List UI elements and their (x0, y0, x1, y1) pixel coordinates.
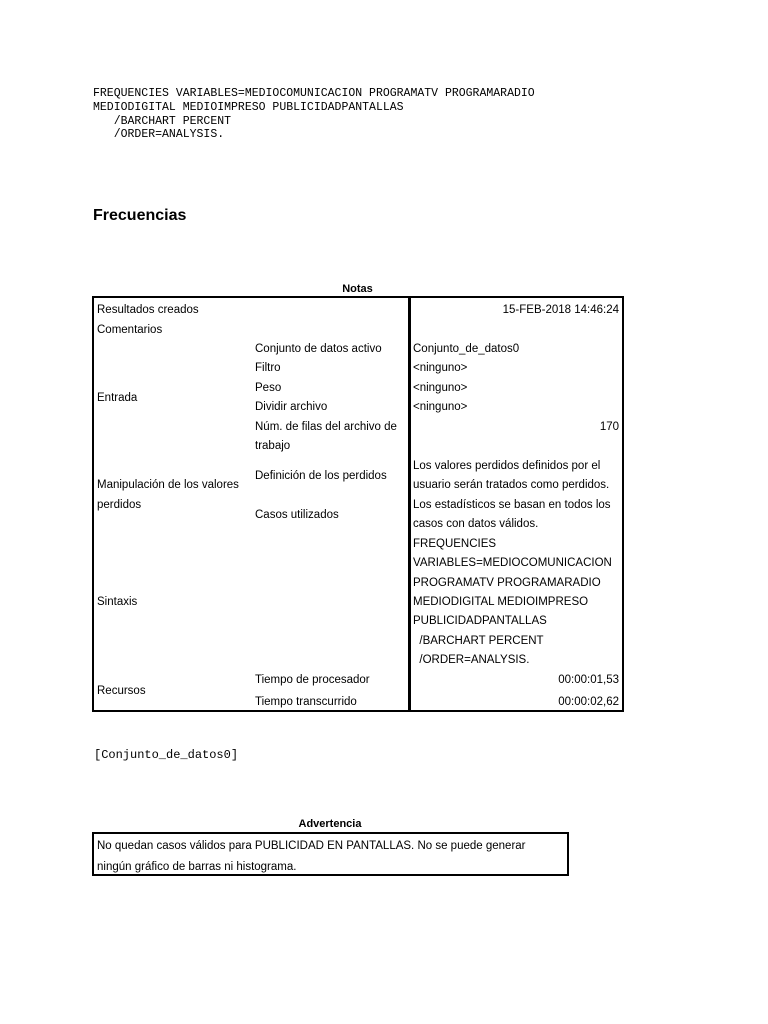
sintaxis-line: FREQUENCIES (413, 538, 497, 550)
advertencia-title: Advertencia (298, 818, 362, 830)
sub-value-peso: <ninguno> (413, 382, 468, 394)
sub-value-conjunto: Conjunto_de_datos0 (413, 343, 520, 355)
row-label-resultados: Resultados creados (97, 304, 199, 316)
row-label-manipulacion-cont: perdidos (97, 499, 142, 511)
sub-label-filtro: Filtro (255, 362, 281, 374)
syntax-block (93, 87, 535, 142)
sub-label-conjunto: Conjunto de datos activo (255, 343, 382, 355)
sintaxis-line: /BARCHART PERCENT (413, 635, 544, 647)
page-title: Frecuencias (93, 207, 187, 224)
sub-value-dividir: <ninguno> (413, 401, 468, 413)
row-label-comentarios: Comentarios (97, 324, 163, 336)
sintaxis-line: VARIABLES=MEDIOCOMUNICACION (413, 557, 612, 569)
sub-value-filtro: <ninguno> (413, 362, 468, 374)
sub-value-transcurrido: 00:00:02,62 (558, 696, 619, 708)
sub-value-procesador: 00:00:01,53 (558, 674, 619, 686)
sintaxis-line: PUBLICIDADPANTALLAS (413, 615, 547, 627)
sub-value-definicion: Los valores perdidos definidos por el (413, 460, 601, 472)
sintaxis-line: MEDIODIGITAL MEDIOIMPRESO (413, 596, 589, 608)
row-label-sintaxis: Sintaxis (97, 596, 138, 608)
row-value-resultados: 15-FEB-2018 14:46:24 (502, 304, 619, 316)
syntax-line: FREQUENCIES VARIABLES=MEDIOCOMUNICACION PROGRAMATV PROGRAMARADIO (93, 87, 535, 100)
syntax-line: MEDIODIGITAL MEDIOIMPRESO PUBLICIDADPANTALLAS (93, 100, 404, 114)
sub-label-procesador: Tiempo de procesador (255, 674, 370, 686)
sub-label-definicion: Definición de los perdidos (255, 470, 387, 482)
sub-label-casos: Casos utilizados (255, 509, 339, 521)
dataset-tag: [Conjunto_de_datos0] (94, 748, 239, 762)
notas-title: Notas (342, 283, 373, 295)
advertencia-text: No quedan casos válidos para PUBLICIDAD EN PANTALLAS. No se puede generar ningún gráfico de barras ni histograma. (97, 840, 526, 873)
syntax-line: /BARCHART PERCENT (99, 114, 232, 128)
row-label-recursos: Recursos (97, 685, 146, 697)
sub-label-num-filas: Núm. de filas del archivo de (255, 421, 397, 433)
sub-label-transcurrido: Tiempo transcurrido (255, 696, 357, 708)
sub-label-num-filas-cont: trabajo (255, 440, 291, 452)
row-label-entrada: Entrada (97, 392, 138, 404)
notas-table-divider (408, 296, 411, 712)
sub-value-definicion-cont: usuario serán tratados como perdidos. (413, 479, 610, 491)
sub-label-peso: Peso (255, 382, 282, 394)
row-label-manipulacion: Manipulación de los valores (97, 479, 239, 491)
sub-label-dividir: Dividir archivo (255, 401, 328, 413)
sub-value-num-filas: 170 (599, 421, 619, 433)
sintaxis-line: PROGRAMATV PROGRAMARADIO (413, 577, 601, 589)
sub-value-casos-cont: casos con datos válidos. (413, 518, 539, 530)
sub-value-casos: Los estadísticos se basan en todos los (413, 499, 611, 511)
syntax-line: /ORDER=ANALYSIS. (99, 128, 225, 142)
sintaxis-line: /ORDER=ANALYSIS. (413, 654, 530, 666)
